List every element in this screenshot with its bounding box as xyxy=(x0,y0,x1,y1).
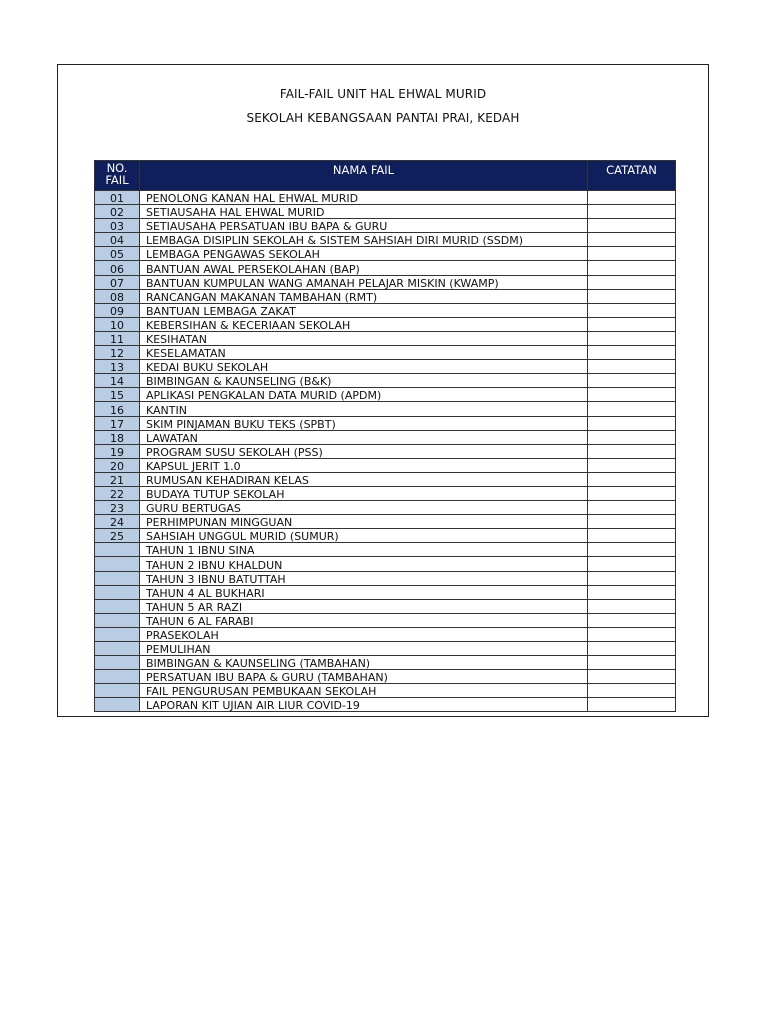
row-file-name: BANTUAN AWAL PERSEKOLAHAN (BAP) xyxy=(140,261,588,275)
row-file-name: KAPSUL JERIT 1.0 xyxy=(140,458,588,472)
row-catatan xyxy=(588,416,676,430)
row-file-name: TAHUN 4 AL BUKHARI xyxy=(140,585,588,599)
row-catatan xyxy=(588,275,676,289)
row-number xyxy=(95,698,140,712)
row-file-name: SETIAUSAHA PERSATUAN IBU BAPA & GURU xyxy=(140,219,588,233)
row-file-name: BUDAYA TUTUP SEKOLAH xyxy=(140,486,588,500)
row-file-name: TAHUN 6 AL FARABI xyxy=(140,613,588,627)
table-row xyxy=(95,247,676,261)
table-row xyxy=(95,642,676,656)
header-no-line1: NO. xyxy=(106,161,128,175)
table-row xyxy=(95,444,676,458)
row-number xyxy=(95,543,140,557)
row-catatan xyxy=(588,317,676,331)
row-catatan xyxy=(588,402,676,416)
row-number: 20 xyxy=(95,458,140,472)
table-row xyxy=(95,472,676,486)
header-no-fail xyxy=(95,161,140,191)
table-row xyxy=(95,486,676,500)
row-file-name: PRASEKOLAH xyxy=(140,627,588,641)
document-subtitle: SEKOLAH KEBANGSAAN PANTAI PRAI, KEDAH xyxy=(246,111,520,125)
file-list-table xyxy=(94,160,676,712)
row-catatan xyxy=(588,289,676,303)
document-frame xyxy=(57,64,709,717)
row-catatan xyxy=(588,430,676,444)
row-number xyxy=(95,557,140,571)
row-number: 15 xyxy=(95,388,140,402)
table-row xyxy=(95,515,676,529)
row-catatan xyxy=(588,472,676,486)
table-row xyxy=(95,416,676,430)
row-catatan xyxy=(588,205,676,219)
table-header-row xyxy=(95,161,676,191)
row-file-name: KANTIN xyxy=(140,402,588,416)
row-catatan xyxy=(588,486,676,500)
row-catatan xyxy=(588,543,676,557)
row-catatan xyxy=(588,501,676,515)
row-catatan xyxy=(588,571,676,585)
table-row xyxy=(95,430,676,444)
row-file-name: RUMUSAN KEHADIRAN KELAS xyxy=(140,472,588,486)
row-catatan xyxy=(588,331,676,345)
table-row xyxy=(95,331,676,345)
row-file-name: SKIM PINJAMAN BUKU TEKS (SPBT) xyxy=(140,416,588,430)
table-row xyxy=(95,275,676,289)
row-file-name: GURU BERTUGAS xyxy=(140,501,588,515)
table-row xyxy=(95,571,676,585)
row-catatan xyxy=(588,656,676,670)
table-row xyxy=(95,303,676,317)
table-row xyxy=(95,501,676,515)
row-number: 04 xyxy=(95,233,140,247)
row-catatan xyxy=(588,515,676,529)
row-file-name: TAHUN 3 IBNU BATUTTAH xyxy=(140,571,588,585)
row-number: 06 xyxy=(95,261,140,275)
row-catatan xyxy=(588,233,676,247)
row-file-name: PERHIMPUNAN MINGGUAN xyxy=(140,515,588,529)
row-catatan xyxy=(588,557,676,571)
row-catatan xyxy=(588,346,676,360)
table-row xyxy=(95,346,676,360)
row-number xyxy=(95,656,140,670)
row-file-name: BANTUAN KUMPULAN WANG AMANAH PELAJAR MISKIN (KWAMP) xyxy=(140,275,588,289)
row-number xyxy=(95,613,140,627)
row-number: 08 xyxy=(95,289,140,303)
row-number: 14 xyxy=(95,374,140,388)
table-row xyxy=(95,219,676,233)
table-row xyxy=(95,374,676,388)
table-row xyxy=(95,388,676,402)
table-row xyxy=(95,656,676,670)
row-file-name: TAHUN 1 IBNU SINA xyxy=(140,543,588,557)
row-catatan xyxy=(588,261,676,275)
table-row xyxy=(95,684,676,698)
row-catatan xyxy=(588,360,676,374)
row-number: 21 xyxy=(95,472,140,486)
row-catatan xyxy=(588,627,676,641)
table-row xyxy=(95,585,676,599)
row-catatan xyxy=(588,585,676,599)
row-catatan xyxy=(588,388,676,402)
row-number: 19 xyxy=(95,444,140,458)
table-row xyxy=(95,205,676,219)
row-file-name: BANTUAN LEMBAGA ZAKAT xyxy=(140,303,588,317)
header-catatan: CATATAN xyxy=(588,161,676,191)
header-no-line2: FAIL xyxy=(105,173,129,187)
row-number: 12 xyxy=(95,346,140,360)
row-catatan xyxy=(588,247,676,261)
table-row xyxy=(95,289,676,303)
row-file-name: SAHSIAH UNGGUL MURID (SUMUR) xyxy=(140,529,588,543)
row-catatan xyxy=(588,698,676,712)
row-file-name: PENOLONG KANAN HAL EHWAL MURID xyxy=(140,191,588,205)
row-catatan xyxy=(588,613,676,627)
row-number: 18 xyxy=(95,430,140,444)
document-title: FAIL-FAIL UNIT HAL EHWAL MURID xyxy=(279,87,487,101)
row-number: 22 xyxy=(95,486,140,500)
row-catatan xyxy=(588,684,676,698)
table-row xyxy=(95,261,676,275)
row-file-name: PEMULIHAN xyxy=(140,642,588,656)
table-row xyxy=(95,360,676,374)
row-number: 05 xyxy=(95,247,140,261)
row-number: 10 xyxy=(95,317,140,331)
row-number xyxy=(95,627,140,641)
row-file-name: PROGRAM SUSU SEKOLAH (PSS) xyxy=(140,444,588,458)
row-number: 11 xyxy=(95,331,140,345)
row-file-name: BIMBINGAN & KAUNSELING (B&K) xyxy=(140,374,588,388)
row-number: 01 xyxy=(95,191,140,205)
row-number: 23 xyxy=(95,501,140,515)
table-row xyxy=(95,698,676,712)
row-file-name: PERSATUAN IBU BAPA & GURU (TAMBAHAN) xyxy=(140,670,588,684)
row-number: 07 xyxy=(95,275,140,289)
row-catatan xyxy=(588,599,676,613)
row-file-name: FAIL PENGURUSAN PEMBUKAAN SEKOLAH xyxy=(140,684,588,698)
row-number xyxy=(95,642,140,656)
row-file-name: LAWATAN xyxy=(140,430,588,444)
row-number xyxy=(95,585,140,599)
row-catatan xyxy=(588,529,676,543)
row-catatan xyxy=(588,303,676,317)
row-file-name: TAHUN 5 AR RAZI xyxy=(140,599,588,613)
row-number xyxy=(95,571,140,585)
row-file-name: BIMBINGAN & KAUNSELING (TAMBAHAN) xyxy=(140,656,588,670)
table-row xyxy=(95,402,676,416)
row-catatan xyxy=(588,642,676,656)
row-catatan xyxy=(588,444,676,458)
row-file-name: LAPORAN KIT UJIAN AIR LIUR COVID-19 xyxy=(140,698,588,712)
row-number: 02 xyxy=(95,205,140,219)
row-number: 24 xyxy=(95,515,140,529)
header-nama-fail: NAMA FAIL xyxy=(140,161,588,191)
row-number: 09 xyxy=(95,303,140,317)
table-row xyxy=(95,543,676,557)
row-number xyxy=(95,670,140,684)
row-file-name: TAHUN 2 IBNU KHALDUN xyxy=(140,557,588,571)
row-number xyxy=(95,599,140,613)
row-number xyxy=(95,684,140,698)
table-row xyxy=(95,529,676,543)
row-file-name: KEDAI BUKU SEKOLAH xyxy=(140,360,588,374)
row-number: 03 xyxy=(95,219,140,233)
row-file-name: KESELAMATAN xyxy=(140,346,588,360)
row-file-name: KESIHATAN xyxy=(140,331,588,345)
row-file-name: RANCANGAN MAKANAN TAMBAHAN (RMT) xyxy=(140,289,588,303)
row-number: 25 xyxy=(95,529,140,543)
table-row xyxy=(95,233,676,247)
row-file-name: KEBERSIHAN & KECERIAAN SEKOLAH xyxy=(140,317,588,331)
row-file-name: APLIKASI PENGKALAN DATA MURID (APDM) xyxy=(140,388,588,402)
row-catatan xyxy=(588,670,676,684)
row-number: 17 xyxy=(95,416,140,430)
table-row xyxy=(95,599,676,613)
row-file-name: LEMBAGA DISIPLIN SEKOLAH & SISTEM SAHSIAH DIRI MURID (SSDM) xyxy=(140,233,588,247)
row-catatan xyxy=(588,191,676,205)
row-number: 16 xyxy=(95,402,140,416)
row-number: 13 xyxy=(95,360,140,374)
row-file-name: LEMBAGA PENGAWAS SEKOLAH xyxy=(140,247,588,261)
table-row xyxy=(95,557,676,571)
row-file-name: SETIAUSAHA HAL EHWAL MURID xyxy=(140,205,588,219)
table-row xyxy=(95,627,676,641)
table-row xyxy=(95,613,676,627)
row-catatan xyxy=(588,219,676,233)
table-row xyxy=(95,670,676,684)
table-row xyxy=(95,458,676,472)
row-catatan xyxy=(588,458,676,472)
row-catatan xyxy=(588,374,676,388)
table-row xyxy=(95,317,676,331)
table-row xyxy=(95,191,676,205)
